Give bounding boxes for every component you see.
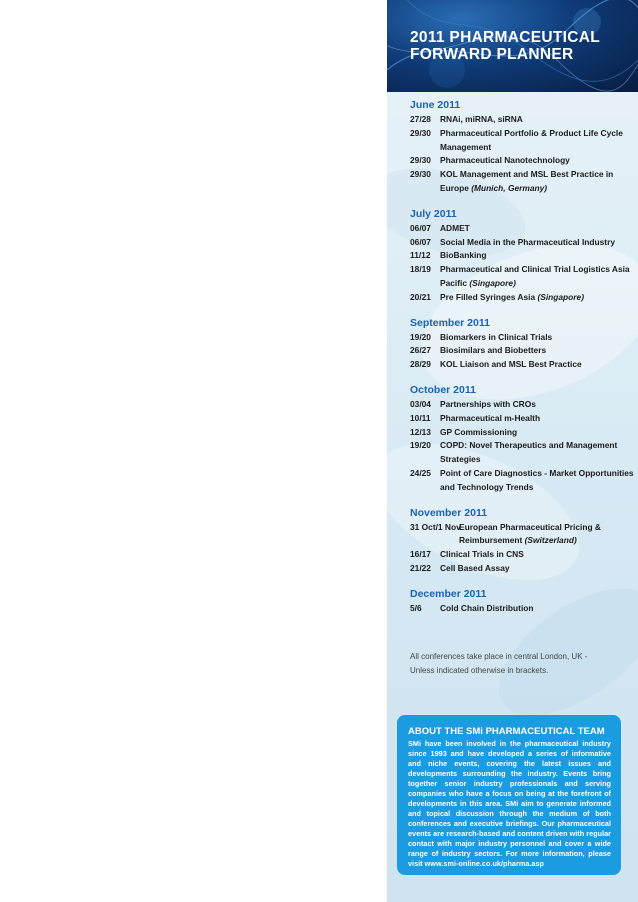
event-title-text: Pre Filled Syringes Asia	[440, 291, 536, 302]
month-title: December 2011	[410, 587, 487, 600]
event-date: 18/19	[410, 264, 431, 275]
event-title-text: Pharmaceutical Nanotechnology	[440, 155, 570, 166]
event-row	[410, 113, 635, 127]
event-title-text: ADMET	[440, 222, 470, 233]
month-title: November 2011	[410, 506, 488, 519]
event-title	[440, 113, 635, 127]
event-row	[410, 263, 635, 291]
month-section	[410, 587, 635, 616]
event-date: 03/04	[410, 398, 431, 409]
month-title: July 2011	[410, 207, 457, 220]
event-title	[459, 521, 635, 549]
event-date: 06/07	[410, 222, 431, 233]
event-title-text: RNAi, miRNA, siRNA	[440, 114, 523, 124]
event-title	[440, 263, 635, 291]
event-title	[440, 331, 635, 345]
event-row	[410, 168, 635, 196]
event-title	[440, 412, 635, 426]
header-band	[387, 0, 638, 92]
about-title: ABOUT THE SMi PHARMACEUTICAL TEAM	[408, 726, 605, 737]
event-row	[410, 398, 635, 412]
event-date: 16/17	[410, 549, 431, 560]
event-title	[440, 602, 635, 616]
event-schedule	[410, 98, 635, 627]
event-title-text: Partnerships with CROs	[440, 398, 536, 409]
about-body: SMi have been involved in the pharmaceutical industry since 1993 and have developed a series of informative and niche events, covering the latest issues and developments surrounding the industry. Events bring together senior industry professionals and serving companies who have a focus on being at the forefront of developments in this area. SMi aim to generate informed and topical discussion through the medium of both conferences and executive briefings. Our pharmaceutical events are research-based and content driven with regular contact with major industry personnel and cover a wide range of industry sectors. For more information, please visit www.smi-online.co.uk/pharma.asp	[408, 739, 611, 868]
event-row	[410, 127, 635, 155]
event-row	[410, 562, 635, 576]
event-title-text: Pharmaceutical Portfolio & Product Life Cycle Management	[440, 127, 623, 152]
event-location: (Singapore)	[469, 277, 516, 288]
event-title-text: Pharmaceutical and Clinical Trial Logistics Asia Pacific	[440, 264, 630, 288]
event-title-text: Cold Chain Distribution	[440, 602, 534, 613]
event-date: 12/13	[410, 426, 431, 437]
event-date: 29/30	[410, 155, 431, 166]
event-title-text: GP Commissioning	[440, 426, 518, 437]
event-row	[410, 426, 635, 440]
month-title: October 2011	[410, 383, 476, 396]
month-title: June 2011	[410, 99, 461, 111]
page-title: 2011 PHARMACEUTICAL FORWARD PLANNER	[410, 29, 600, 63]
event-title	[440, 548, 635, 562]
event-title	[440, 154, 635, 168]
event-row	[410, 291, 635, 305]
event-title	[440, 344, 635, 358]
event-row	[410, 602, 635, 616]
event-row	[410, 467, 635, 495]
event-date: 28/29	[410, 359, 431, 370]
planner-panel	[387, 0, 638, 902]
event-row	[410, 236, 635, 250]
event-title-text: Clinical Trials in CNS	[440, 549, 524, 560]
event-title	[440, 562, 635, 576]
event-date: 10/11	[410, 412, 431, 423]
event-date: 31 Oct/1 Nov	[410, 521, 461, 532]
month-section	[410, 98, 635, 196]
event-title	[440, 236, 635, 250]
event-title	[440, 358, 635, 372]
event-row	[410, 358, 635, 372]
event-title-text: Biosimilars and Biobetters	[440, 345, 547, 356]
event-title-text: European Pharmaceutical Pricing & Reimbursement	[459, 521, 601, 546]
event-row	[410, 439, 635, 467]
event-title-text: Point of Care Diagnostics - Market Opportunities and Technology Trends	[440, 467, 634, 492]
venue-footnote: All conferences take place in central London, UK - Unless indicated otherwise in brackets.	[410, 652, 588, 675]
month-section	[410, 383, 635, 495]
event-title	[440, 249, 635, 263]
month-section	[410, 207, 635, 305]
event-location: (Munich, Germany)	[471, 182, 548, 193]
event-title-text: KOL Liaison and MSL Best Practice	[440, 359, 582, 370]
event-title-text: Social Media in the Pharmaceutical Industry	[440, 236, 615, 247]
event-title	[440, 398, 635, 412]
event-row	[410, 344, 635, 358]
event-date: 29/30	[410, 169, 431, 180]
event-date: 11/12	[410, 250, 431, 261]
event-date: 19/20	[410, 440, 431, 451]
event-date: 24/25	[410, 467, 431, 478]
month-section	[410, 506, 635, 576]
event-row	[410, 249, 635, 263]
event-date: 21/22	[410, 562, 431, 573]
event-date: 20/21	[410, 291, 431, 302]
event-row	[410, 222, 635, 236]
event-row	[410, 331, 635, 345]
event-title-text: Pharmaceutical m-Health	[440, 412, 541, 423]
event-title	[440, 426, 635, 440]
event-title-text: COPD: Novel Therapeutics and Management Strategies	[440, 440, 618, 465]
event-date: 29/30	[410, 127, 431, 138]
event-title	[440, 291, 635, 305]
event-title-text: KOL Management and MSL Best Practice in Europe	[440, 169, 614, 193]
event-title	[440, 222, 635, 236]
event-row	[410, 412, 635, 426]
event-date: 19/20	[410, 331, 431, 342]
event-title	[440, 168, 635, 196]
event-title-text: BioBanking	[440, 250, 487, 261]
event-title-text: Cell Based Assay	[440, 562, 510, 573]
event-date: 06/07	[410, 236, 431, 247]
event-title-text: Biomarkers in Clinical Trials	[440, 331, 553, 342]
event-row	[410, 154, 635, 168]
month-title: September 2011	[410, 316, 490, 329]
event-row	[410, 521, 635, 549]
event-date: 5/6	[410, 602, 422, 613]
event-title	[440, 127, 635, 155]
event-date: 27/28	[410, 114, 431, 124]
event-date: 26/27	[410, 345, 431, 356]
event-location: (Switzerland)	[524, 535, 577, 546]
month-section	[410, 316, 635, 372]
about-box	[397, 715, 621, 875]
event-row	[410, 548, 635, 562]
event-location: (Singapore)	[537, 291, 584, 302]
event-title	[440, 467, 635, 495]
event-title	[440, 439, 635, 467]
